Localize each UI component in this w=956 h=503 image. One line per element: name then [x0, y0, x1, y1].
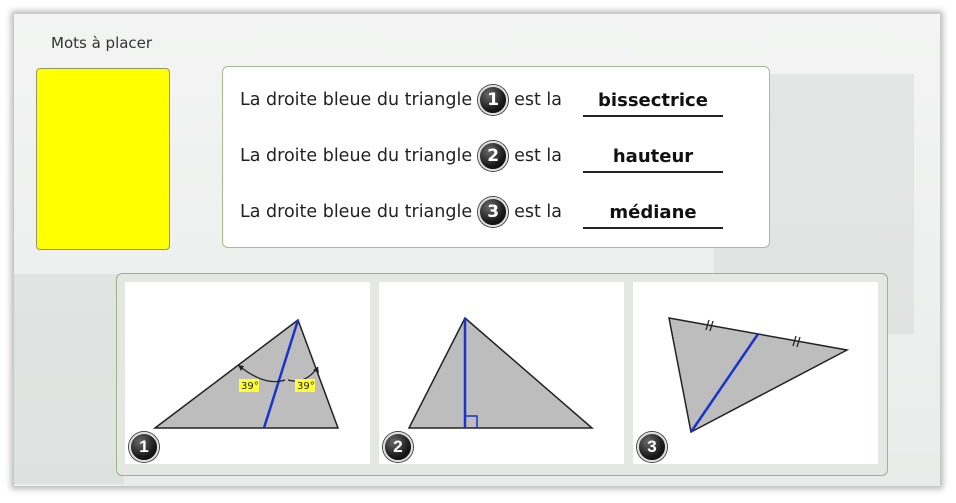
sentence-prefix: La droite bleue du triangle	[240, 90, 473, 110]
triangle-median-icon	[633, 282, 878, 464]
figure-number-badge: 3	[637, 432, 667, 462]
sentence-suffix: est la	[514, 202, 563, 222]
drop-slot-2[interactable]: hauteur	[583, 141, 723, 173]
background-floor	[14, 274, 124, 484]
triangle-altitude-icon	[379, 282, 624, 464]
sentence-row-3	[240, 195, 562, 229]
figure-1	[125, 282, 370, 464]
word-bank-area[interactable]	[36, 68, 170, 250]
angle-label-left: 39°	[241, 381, 259, 392]
figure-number-badge: 2	[383, 432, 413, 462]
sentences-panel	[222, 66, 770, 248]
sentence-row-1	[240, 83, 562, 117]
triangle-number-badge: 2	[478, 141, 508, 171]
figure-2	[379, 282, 624, 464]
sentence-suffix: est la	[514, 146, 563, 166]
exercise-frame	[14, 14, 940, 486]
sentence-prefix: La droite bleue du triangle	[240, 146, 473, 166]
figures-panel	[116, 273, 888, 476]
sentence-row-2	[240, 139, 562, 173]
triangle-bisector-icon	[125, 282, 370, 464]
figure-3	[633, 282, 878, 464]
sentence-suffix: est la	[514, 90, 563, 110]
word-bank-title: Mots à placer	[51, 34, 153, 52]
triangle-number-badge: 1	[478, 85, 508, 115]
figure-number-badge: 1	[129, 432, 159, 462]
triangle-number-badge: 3	[478, 197, 508, 227]
drop-slot-1[interactable]: bissectrice	[583, 85, 723, 117]
sentence-prefix: La droite bleue du triangle	[240, 202, 473, 222]
angle-label-right: 39°	[297, 381, 315, 392]
drop-slot-3[interactable]: médiane	[583, 197, 723, 229]
